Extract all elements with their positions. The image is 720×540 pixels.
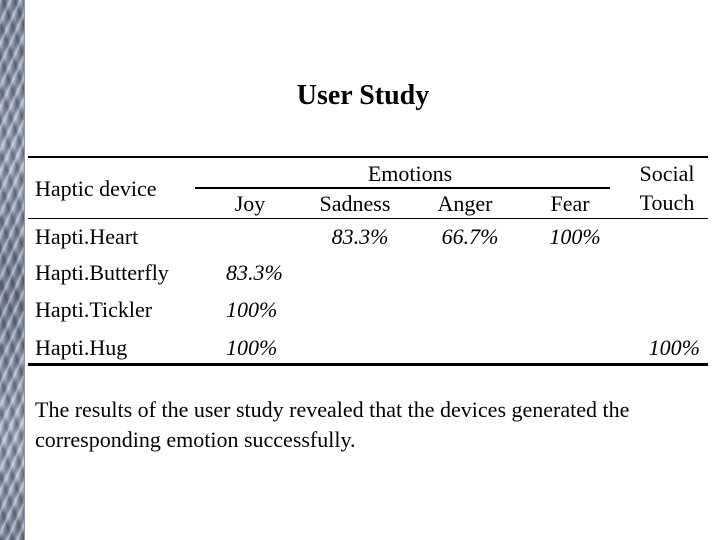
value-hug-joy: 100%	[226, 335, 278, 360]
value-heart-anger: 66.7%	[441, 224, 499, 249]
table-top-rule	[28, 156, 708, 158]
table-bottom-rule	[28, 363, 708, 366]
value-hug-social-touch: 100%	[648, 335, 700, 360]
header-social: Social	[639, 161, 695, 186]
header-fear: Fear	[550, 191, 590, 216]
value-heart-sadness: 83.3%	[331, 224, 389, 249]
slide-caption: The results of the user study revealed that the devices generated the corresponding emotion successfully.	[35, 397, 630, 452]
header-touch: Touch	[639, 190, 695, 215]
header-sadness: Sadness	[319, 191, 391, 216]
row-device-hapti-tickler: Hapti.Tickler	[35, 297, 153, 322]
row-device-hapti-hug: Hapti.Hug	[35, 335, 128, 360]
header-haptic-device: Haptic device	[35, 176, 157, 201]
header-anger: Anger	[437, 191, 493, 216]
value-butterfly-joy: 83.3%	[226, 260, 283, 285]
table-header-rule	[28, 218, 708, 219]
value-tickler-joy: 100%	[226, 297, 278, 322]
value-heart-fear: 100%	[549, 224, 601, 249]
slide-title: User Study	[296, 80, 430, 111]
header-joy: Joy	[234, 191, 266, 216]
row-device-hapti-butterfly: Hapti.Butterfly	[35, 260, 169, 285]
row-device-hapti-heart: Hapti.Heart	[35, 224, 139, 249]
header-emotions: Emotions	[367, 161, 453, 186]
